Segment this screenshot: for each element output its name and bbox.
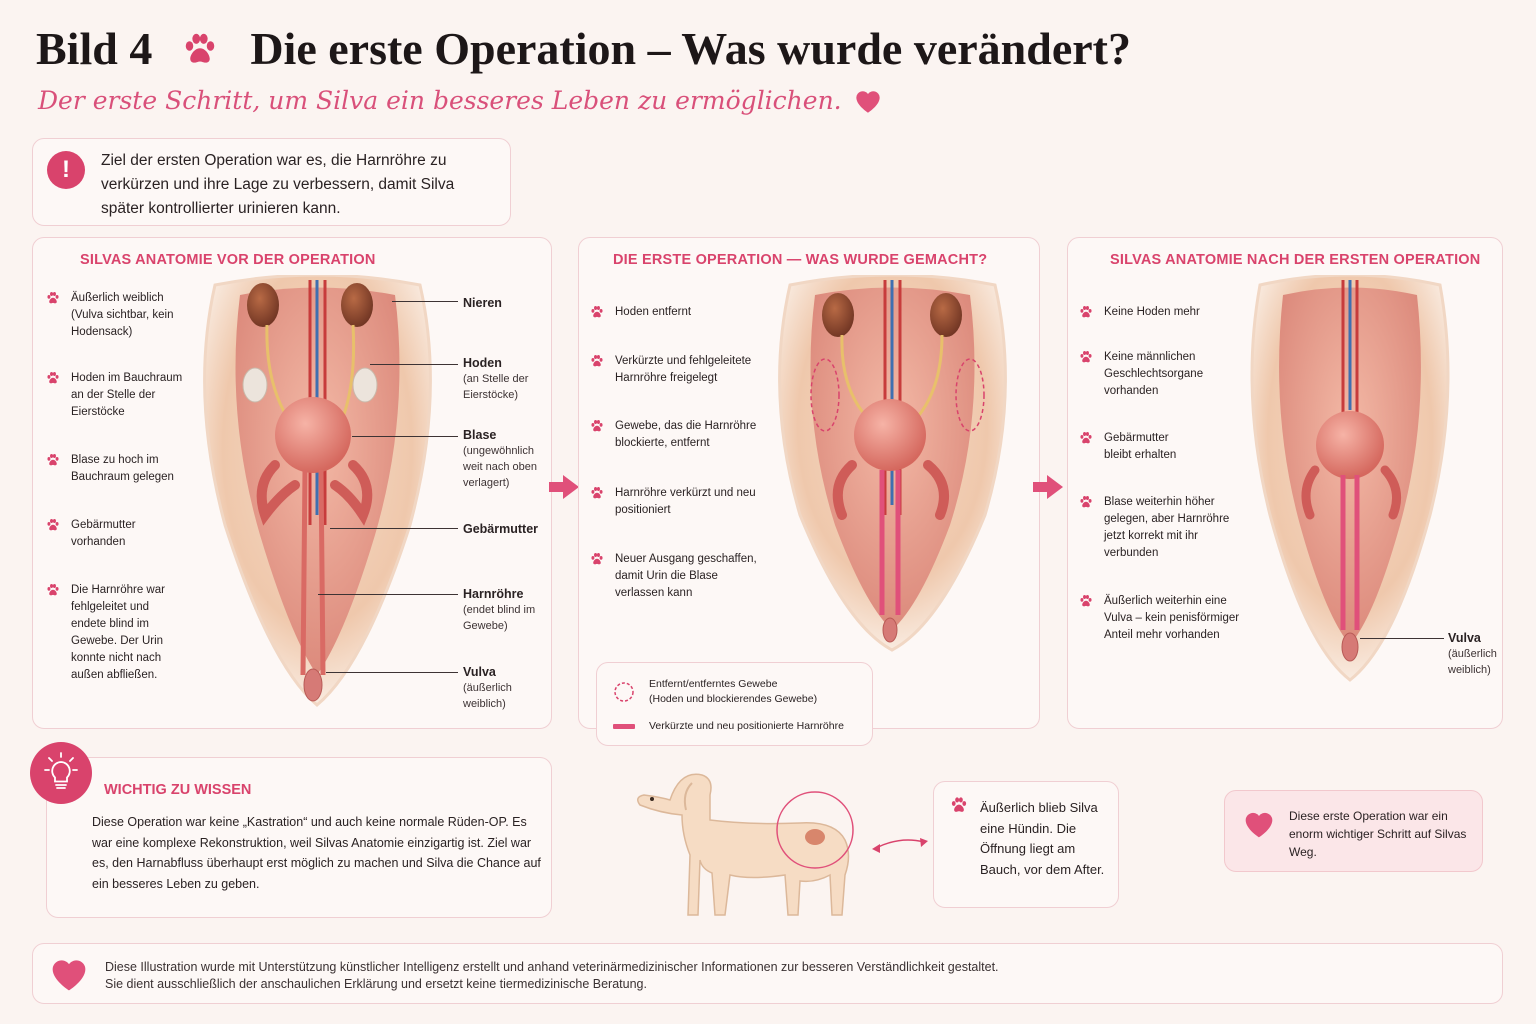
- footer-line1: Diese Illustration wurde mit Unterstützung künstlicher Intelligenz erstellt und anhand veterinärmedizinischer Informationen zur besseren Verständlichkeit gestaltet.: [105, 960, 999, 974]
- anatomy-before-illustration: [195, 275, 440, 715]
- outside-note: [933, 781, 1119, 908]
- bullet-sub: an der Stelle der Eierstöcke: [71, 389, 156, 418]
- kidney-right: [341, 283, 373, 327]
- heart-note: [1224, 790, 1483, 872]
- paw-icon: [590, 552, 604, 566]
- op-bullet: Gewebe, das die Harnröhre blockierte, entfernt: [590, 418, 765, 452]
- outside-note-text: Äußerlich blieb Silva eine Hündin. Die Öffnung liegt am Bauch, vor dem After.: [980, 800, 1105, 877]
- title-prefix: Bild 4: [36, 23, 153, 74]
- exclamation-icon: !: [47, 151, 85, 189]
- footer-line2: Sie dient ausschließlich der anschaulichen Erklärung und ersetzt keine tiermedizinische Beratung.: [105, 977, 647, 991]
- after-bullet: Keine männlichen Geschlechtsorgane vorhanden: [1079, 349, 1219, 400]
- heart-icon: [1243, 809, 1275, 839]
- paw-icon: [46, 371, 60, 385]
- after-bullet: Äußerlich weiterhin eine Vulva – kein penisförmiger Anteil mehr vorhanden: [1079, 593, 1249, 644]
- paw-icon: [590, 354, 604, 368]
- kidney-left: [247, 283, 279, 327]
- panel-before-title: SILVAS ANATOMIE VOR DER OPERATION: [80, 252, 376, 268]
- page-title: [36, 22, 1131, 75]
- arrow-right-icon: [549, 475, 579, 499]
- panel-after-title: SILVAS ANATOMIE NACH DER ERSTEN OPERATION: [1110, 252, 1481, 268]
- bullet-main: Blase zu hoch im: [71, 454, 159, 466]
- subtitle-text: Der erste Schritt, um Silva ein besseres Leben zu ermöglichen.: [38, 86, 842, 115]
- before-bullet: [46, 290, 186, 341]
- bullet-sub: Bauchraum gelegen: [71, 471, 174, 483]
- label-vulva-after: Vulva (äußerlich weiblich): [1448, 631, 1497, 676]
- op-bullet: Harnröhre verkürzt und neu positioniert: [590, 485, 765, 519]
- label-blase: Blase (ungewöhnlich weit nach oben verlagert): [463, 428, 537, 489]
- paw-icon: [1079, 495, 1093, 509]
- paw-icon: [1079, 594, 1093, 608]
- testis-right: [353, 368, 377, 402]
- before-bullet: [46, 370, 196, 421]
- goal-text: Ziel der ersten Operation war es, die Harnröhre zu verkürzen und ihre Lage zu verbessern, damit Silva später kontrollierter urinieren kann.: [101, 152, 455, 217]
- info-body: Diese Operation war keine „Kastration“ und auch keine normale Rüden-OP. Es war eine komplexe Rekonstruktion, weil Silvas Anatomie einzigartig ist. Ziel war es, den Harnabfluss überhaupt erst möglich zu machen und Silva die Chance auf ein besseres Leben zu geben.: [92, 815, 541, 891]
- after-bullet: Blase weiterhin höher gelegen, aber Harnröhre jetzt korrekt mit ihr verbunden: [1079, 494, 1239, 562]
- paw-icon: [46, 518, 60, 532]
- title-main: Die erste Operation – Was wurde verändert?: [250, 23, 1131, 74]
- legend-urethra: Verkürzte und neu positionierte Harnröhre: [649, 720, 844, 732]
- paw-icon: [590, 486, 604, 500]
- op-bullet: Verkürzte und fehlgeleitete Harnröhre freigelegt: [590, 353, 765, 387]
- paw-icon: [46, 291, 60, 305]
- legend-removed-sub: (Hoden und blockierendes Gewebe): [649, 693, 818, 705]
- label-nieren: Nieren: [463, 296, 502, 310]
- paw-icon: [950, 796, 968, 814]
- paw-icon: [46, 583, 60, 597]
- bullet-main: Gebärmutter: [71, 519, 136, 531]
- label-gebaermutter: Gebärmutter: [463, 522, 539, 536]
- bullet-main: Hoden im Bauchraum: [71, 372, 183, 384]
- legend-box: [596, 662, 873, 746]
- before-bullet: [46, 582, 178, 684]
- legend-removed: Entfernt/entferntes Gewebe: [649, 678, 778, 690]
- bullet-sub: vorhanden: [71, 536, 126, 548]
- paw-icon: [1079, 431, 1093, 445]
- op-bullet: Neuer Ausgang geschaffen, damit Urin die Blase verlassen kann: [590, 551, 765, 602]
- label-hoden: Hoden (an Stelle der Eierstöcke): [463, 356, 529, 401]
- paw-icon: [1079, 305, 1093, 319]
- paw-icon: [590, 419, 604, 433]
- vulva: [304, 669, 322, 701]
- after-bullet: Keine Hoden mehr: [1079, 304, 1239, 321]
- bullet-main: Die Harnröhre war fehlgeleitet und endete blind im Gewebe. Der Urin konnte nicht nach außen abfließen.: [71, 584, 165, 681]
- before-bullet: [46, 517, 196, 551]
- paw-icon: [590, 305, 604, 319]
- label-vulva: Vulva (äußerlich weiblich): [463, 665, 512, 710]
- info-title: WICHTIG ZU WISSEN: [104, 782, 252, 798]
- op-bullet: Hoden entfernt: [590, 304, 765, 321]
- heart-note-text: Diese erste Operation war ein enorm wichtiger Schritt auf Silvas Weg.: [1289, 809, 1467, 859]
- bullet-sub: (Vulva sichtbar, kein Hodensack): [71, 309, 174, 338]
- heart-icon: [854, 88, 882, 114]
- testis-left: [243, 368, 267, 402]
- double-arrow-icon: [870, 832, 930, 856]
- before-bullet: [46, 452, 196, 486]
- arrow-right-icon: [1033, 475, 1063, 499]
- label-harnroehre: Harnröhre (endet blind im Gewebe): [463, 587, 536, 632]
- paw-icon: [46, 453, 60, 467]
- panel-operation-title: DIE ERSTE OPERATION — WAS WURDE GEMACHT?: [613, 252, 988, 268]
- bullet-main: Äußerlich weiblich: [71, 292, 164, 304]
- lightbulb-icon: [30, 742, 92, 804]
- dashed-circle-icon: [613, 681, 635, 703]
- after-bullet: Gebärmutter bleibt erhalten: [1079, 430, 1199, 464]
- anatomy-after-illustration: [1245, 275, 1455, 685]
- paw-icon: [182, 31, 218, 67]
- subtitle: [38, 86, 882, 115]
- dog-illustration: [630, 765, 870, 925]
- paw-icon: [1079, 350, 1093, 364]
- anatomy-operation-illustration: [770, 275, 1015, 655]
- goal-box: [32, 138, 511, 226]
- urethra-bar-icon: [613, 723, 635, 731]
- heart-icon: [49, 956, 89, 992]
- footer-disclaimer: [32, 943, 1503, 1004]
- bladder: [275, 397, 351, 473]
